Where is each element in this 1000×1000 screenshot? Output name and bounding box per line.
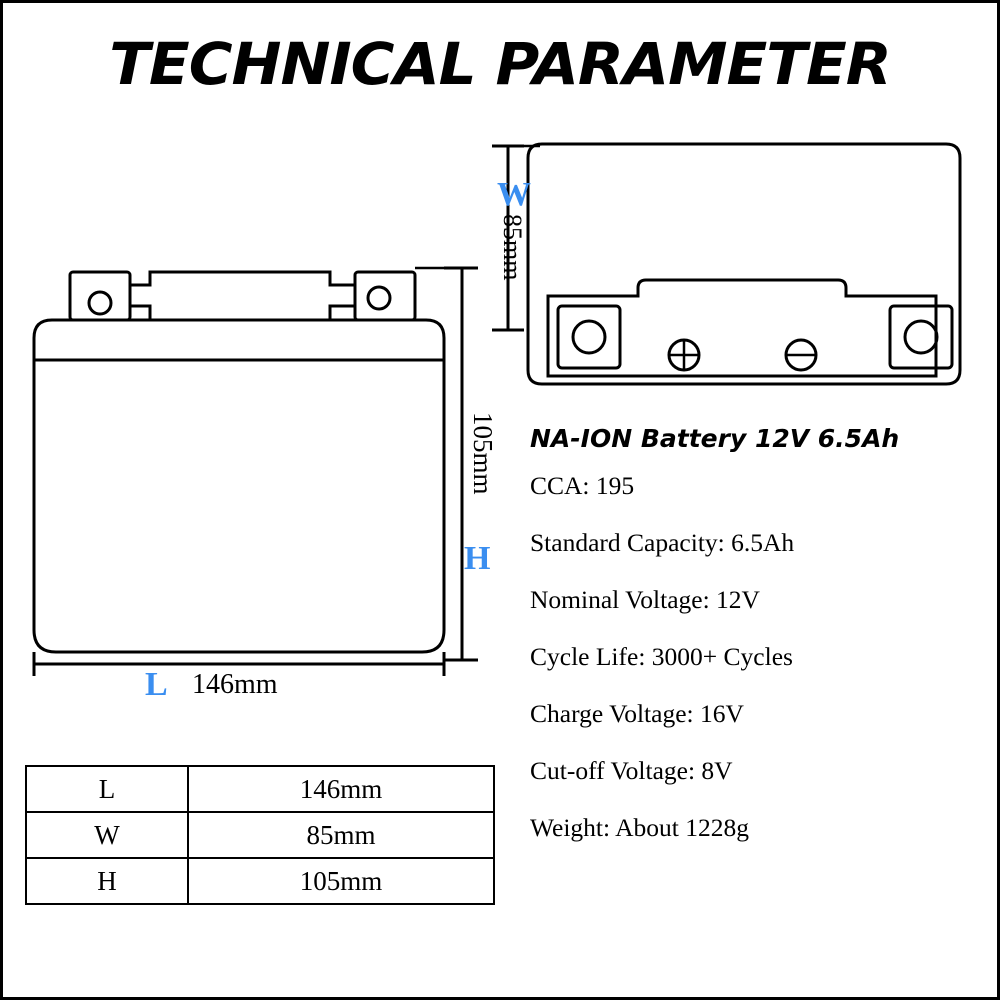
spec-line-voltage: Nominal Voltage: 12V	[530, 585, 760, 614]
width-symbol-label: W	[497, 176, 531, 213]
length-symbol-label: L	[145, 666, 168, 703]
page-title: TECHNICAL PARAMETER	[109, 30, 891, 98]
left-terminal-hole	[89, 292, 111, 314]
table-row	[26, 858, 494, 904]
top-left-terminal-pad	[558, 306, 620, 368]
spec-line-cca: CCA: 195	[530, 471, 635, 500]
top-right-terminal-hole	[905, 321, 937, 353]
side-view-drawing	[34, 268, 478, 676]
width-value-label: 85mm	[498, 214, 527, 281]
spec-line-cutoff-voltage: Cut-off Voltage: 8V	[530, 756, 733, 785]
right-terminal-hole	[368, 287, 390, 309]
table-cell-value: 146mm	[188, 766, 494, 812]
length-value-label: 146mm	[192, 669, 278, 700]
spec-heading: NA-ION Battery 12V 6.5Ah	[530, 424, 900, 453]
table-cell-value: 105mm	[188, 858, 494, 904]
top-view-drawing	[492, 144, 960, 384]
battery-lid	[34, 320, 444, 360]
terminal-strap	[130, 272, 355, 285]
height-value-label: 105mm	[468, 412, 498, 495]
dimension-table	[25, 765, 495, 905]
battery-body	[34, 360, 444, 652]
top-right-terminal-pad	[890, 306, 952, 368]
spec-line-charge-voltage: Charge Voltage: 16V	[530, 699, 744, 728]
spec-line-weight: Weight: About 1228g	[530, 813, 749, 842]
table-cell-key: W	[26, 812, 188, 858]
table-cell-key: L	[26, 766, 188, 812]
top-view-outline	[528, 144, 960, 384]
specification-list	[530, 424, 980, 870]
right-terminal-block	[355, 272, 415, 320]
top-view-recess	[548, 280, 936, 376]
table-row	[26, 766, 494, 812]
spec-line-cycle-life: Cycle Life: 3000+ Cycles	[530, 642, 793, 671]
top-left-terminal-hole	[573, 321, 605, 353]
terminal-strap-lower	[130, 306, 355, 320]
table-cell-key: H	[26, 858, 188, 904]
table-cell-value: 85mm	[188, 812, 494, 858]
spec-line-capacity: Standard Capacity: 6.5Ah	[530, 528, 795, 557]
height-symbol-label: H	[464, 540, 491, 577]
table-row	[26, 812, 494, 858]
